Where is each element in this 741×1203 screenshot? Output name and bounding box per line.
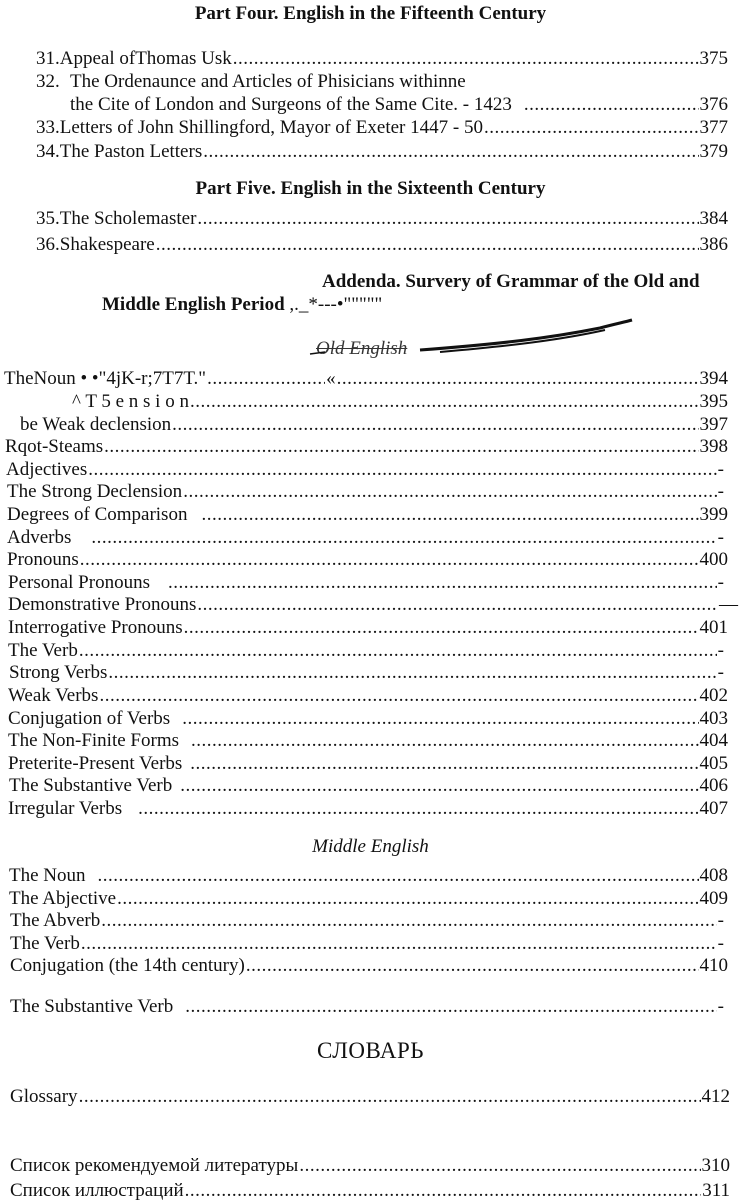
entry-page: 409 <box>699 888 728 909</box>
leader-dots <box>79 1086 701 1108</box>
entry-page: 310 <box>701 1155 730 1176</box>
entry-title: Shakespeare <box>59 234 155 255</box>
part-five-heading: Part Five. English in the Sixteenth Century <box>195 178 546 199</box>
toc-entry[interactable] <box>20 414 728 436</box>
leader-dots <box>201 504 698 526</box>
entry-title: Adverbs <box>7 527 72 548</box>
entry-page: - <box>717 662 724 683</box>
leader-dots <box>104 436 698 458</box>
entry-page: 376 <box>699 94 728 115</box>
toc-entry[interactable] <box>10 1155 730 1177</box>
entry-title: Demonstrative Pronouns <box>8 594 197 615</box>
entry-title: The Strong Declension <box>7 481 183 502</box>
entry-title-continued: the Cite of London and Surgeons of the Same Cite. - 1423 <box>70 94 512 115</box>
entry-title: be Weak declension <box>20 414 172 435</box>
leader-dots <box>190 391 699 413</box>
entry-title: Interrogative Pronouns <box>8 617 183 638</box>
dictionary-heading: СЛОВАРЬ <box>317 1038 424 1063</box>
addenda-heading-text: Middle English Period <box>102 294 285 315</box>
entry-title: Conjugation (the 14th century) <box>10 955 245 976</box>
entry-title: Irregular Verbs <box>8 798 123 819</box>
entry-number: 35. <box>36 208 60 229</box>
entry-title: The Verb <box>10 933 80 954</box>
toc-entry[interactable] <box>10 955 728 977</box>
scan-mark: « <box>326 368 336 389</box>
entry-page: 401 <box>699 617 728 638</box>
entry-title: Список иллюстраций <box>10 1180 184 1201</box>
leader-dots <box>168 572 717 594</box>
entry-title: The Ordenaunce and Articles of Phisicians withinne <box>70 71 466 92</box>
leader-dots <box>183 481 716 503</box>
entry-title: The Paston Letters <box>59 141 203 162</box>
toc-entry[interactable] <box>7 481 724 503</box>
entry-number: 36. <box>36 234 60 255</box>
toc-entry[interactable] <box>72 391 728 413</box>
toc-entry[interactable] <box>4 368 728 390</box>
entry-page: 311 <box>702 1180 730 1201</box>
toc-entry[interactable] <box>8 617 728 639</box>
entry-page: 379 <box>699 141 728 162</box>
toc-entry[interactable] <box>8 730 728 752</box>
toc-entry[interactable] <box>10 1086 730 1108</box>
entry-title: Weak Verbs <box>8 685 99 706</box>
leader-dots <box>484 117 699 139</box>
entry-title: Rqot-Steams <box>5 436 104 457</box>
entry-page: 407 <box>699 798 728 819</box>
entry-page: 406 <box>699 775 728 796</box>
entry-title: The Noun <box>9 865 86 886</box>
toc-entry[interactable] <box>10 933 724 955</box>
entry-number: 33. <box>36 117 60 138</box>
toc-entry[interactable] <box>36 141 728 163</box>
scan-noise: ,._*---•""""" <box>289 294 383 315</box>
leader-dots <box>233 48 699 70</box>
entry-number: 31. <box>36 48 60 69</box>
entry-page: - <box>717 459 724 480</box>
leader-dots <box>191 730 699 752</box>
leader-dots <box>190 753 698 775</box>
entry-title: Strong Verbs <box>9 662 108 683</box>
entry-page: 375 <box>699 48 728 69</box>
leader-dots <box>207 368 325 390</box>
leader-dots <box>88 459 716 481</box>
entry-page: 397 <box>699 414 728 435</box>
entry-title: Appeal ofThomas Usk <box>59 48 232 69</box>
leader-dots <box>156 234 699 256</box>
toc-entry[interactable] <box>10 996 724 1018</box>
entry-title: Glossary <box>10 1086 78 1107</box>
leader-dots <box>180 775 698 797</box>
toc-entry[interactable] <box>8 640 724 662</box>
toc-entry[interactable] <box>36 234 728 256</box>
toc-entry-line1[interactable] <box>36 71 466 93</box>
toc-entry[interactable] <box>7 549 728 571</box>
entry-page: 405 <box>699 753 728 774</box>
entry-page: 412 <box>701 1086 730 1107</box>
entry-title: Pronouns <box>7 549 79 570</box>
entry-page: 395 <box>699 391 728 412</box>
entry-title: Adjectives <box>6 459 88 480</box>
entry-number: 34. <box>36 141 60 162</box>
leader-dots <box>108 662 716 684</box>
entry-page: 408 <box>699 865 728 886</box>
leader-dots <box>185 1180 702 1202</box>
toc-entry[interactable] <box>7 504 728 526</box>
leader-dots <box>524 94 699 116</box>
entry-page: - <box>717 996 724 1017</box>
leader-dots <box>182 708 698 730</box>
entry-number: 32. <box>36 71 60 92</box>
toc-entry[interactable] <box>8 594 738 616</box>
entry-title: The Abjective <box>9 888 117 909</box>
entry-page: 410 <box>699 955 728 976</box>
toc-entry[interactable] <box>36 117 728 139</box>
entry-page: - <box>717 933 724 954</box>
entry-page: 403 <box>699 708 728 729</box>
entry-page: - <box>717 910 724 931</box>
leader-dots <box>337 368 699 390</box>
entry-title: ^ T 5 e n s i o n <box>72 391 189 412</box>
entry-page: 399 <box>699 504 728 525</box>
toc-entry[interactable] <box>36 48 728 70</box>
leader-dots <box>101 910 716 932</box>
entry-title: The Non-Finite Forms <box>8 730 179 751</box>
entry-page: — <box>719 594 738 615</box>
leader-dots <box>99 685 698 707</box>
toc-entry[interactable] <box>9 865 728 887</box>
toc-entry[interactable] <box>36 208 728 230</box>
entry-title: The Substantive Verb <box>9 775 173 796</box>
leader-dots <box>203 141 698 163</box>
toc-entry[interactable] <box>6 459 724 481</box>
toc-entry[interactable] <box>5 436 728 458</box>
leader-dots <box>184 617 699 639</box>
toc-entry-line2[interactable] <box>70 94 728 116</box>
entry-page: - <box>717 572 724 593</box>
entry-title: Personal Pronouns <box>8 572 150 593</box>
leader-dots <box>138 798 698 820</box>
toc-entry[interactable] <box>9 775 728 797</box>
entry-title: Conjugation of Verbs <box>8 708 171 729</box>
entry-page: 400 <box>699 549 728 570</box>
toc-entry[interactable] <box>7 527 724 549</box>
leader-dots <box>197 208 698 230</box>
toc-entry[interactable] <box>8 685 728 707</box>
leader-dots <box>79 640 717 662</box>
entry-page: 394 <box>699 368 728 389</box>
entry-page: - <box>717 481 724 502</box>
leader-dots <box>98 865 699 887</box>
toc-entry[interactable] <box>8 708 728 730</box>
part-four-heading: Part Four. English in the Fifteenth Century <box>194 3 547 24</box>
leader-dots <box>185 996 716 1018</box>
entry-title: Degrees of Comparison <box>7 504 188 525</box>
entry-page: 398 <box>699 436 728 457</box>
entry-title: Letters of John Shillingford, Mayor of Exeter 1447 - 50 <box>59 117 483 138</box>
toc-entry[interactable] <box>8 753 728 775</box>
entry-page: 384 <box>699 208 728 229</box>
middle-english-heading: Middle English <box>312 836 429 857</box>
toc-entry[interactable] <box>10 1180 730 1202</box>
entry-title: The Scholemaster <box>59 208 197 229</box>
entry-page: 402 <box>699 685 728 706</box>
toc-entry[interactable] <box>8 798 728 820</box>
entry-page: - <box>717 640 724 661</box>
leader-dots <box>91 527 716 549</box>
entry-title: The Substantive Verb <box>10 996 174 1017</box>
leader-dots <box>80 549 699 571</box>
entry-title: Список рекомендуемой литературы <box>10 1155 299 1176</box>
leader-dots <box>172 414 698 436</box>
leader-dots <box>81 933 717 955</box>
leader-dots <box>117 888 698 910</box>
entry-page: - <box>717 527 724 548</box>
toc-entry[interactable] <box>8 572 724 594</box>
leader-dots <box>197 594 718 616</box>
entry-page: 404 <box>699 730 728 751</box>
addenda-heading-line1: Addenda. Survery of Grammar of the Old and <box>322 271 700 292</box>
leader-dots <box>299 1155 700 1177</box>
toc-entry[interactable] <box>9 888 728 910</box>
entry-title: The Abverb <box>10 910 101 931</box>
entry-title: The Verb <box>8 640 78 661</box>
entry-title: TheNoun • •"4jK-r;7T7T." <box>4 368 207 389</box>
toc-entry[interactable] <box>9 662 724 684</box>
leader-dots <box>246 955 699 977</box>
toc-entry[interactable] <box>10 910 724 932</box>
entry-title: Preterite-Present Verbs <box>8 753 183 774</box>
entry-page: 386 <box>699 234 728 255</box>
old-english-subheading: Old English <box>316 338 408 359</box>
entry-page: 377 <box>699 117 728 138</box>
